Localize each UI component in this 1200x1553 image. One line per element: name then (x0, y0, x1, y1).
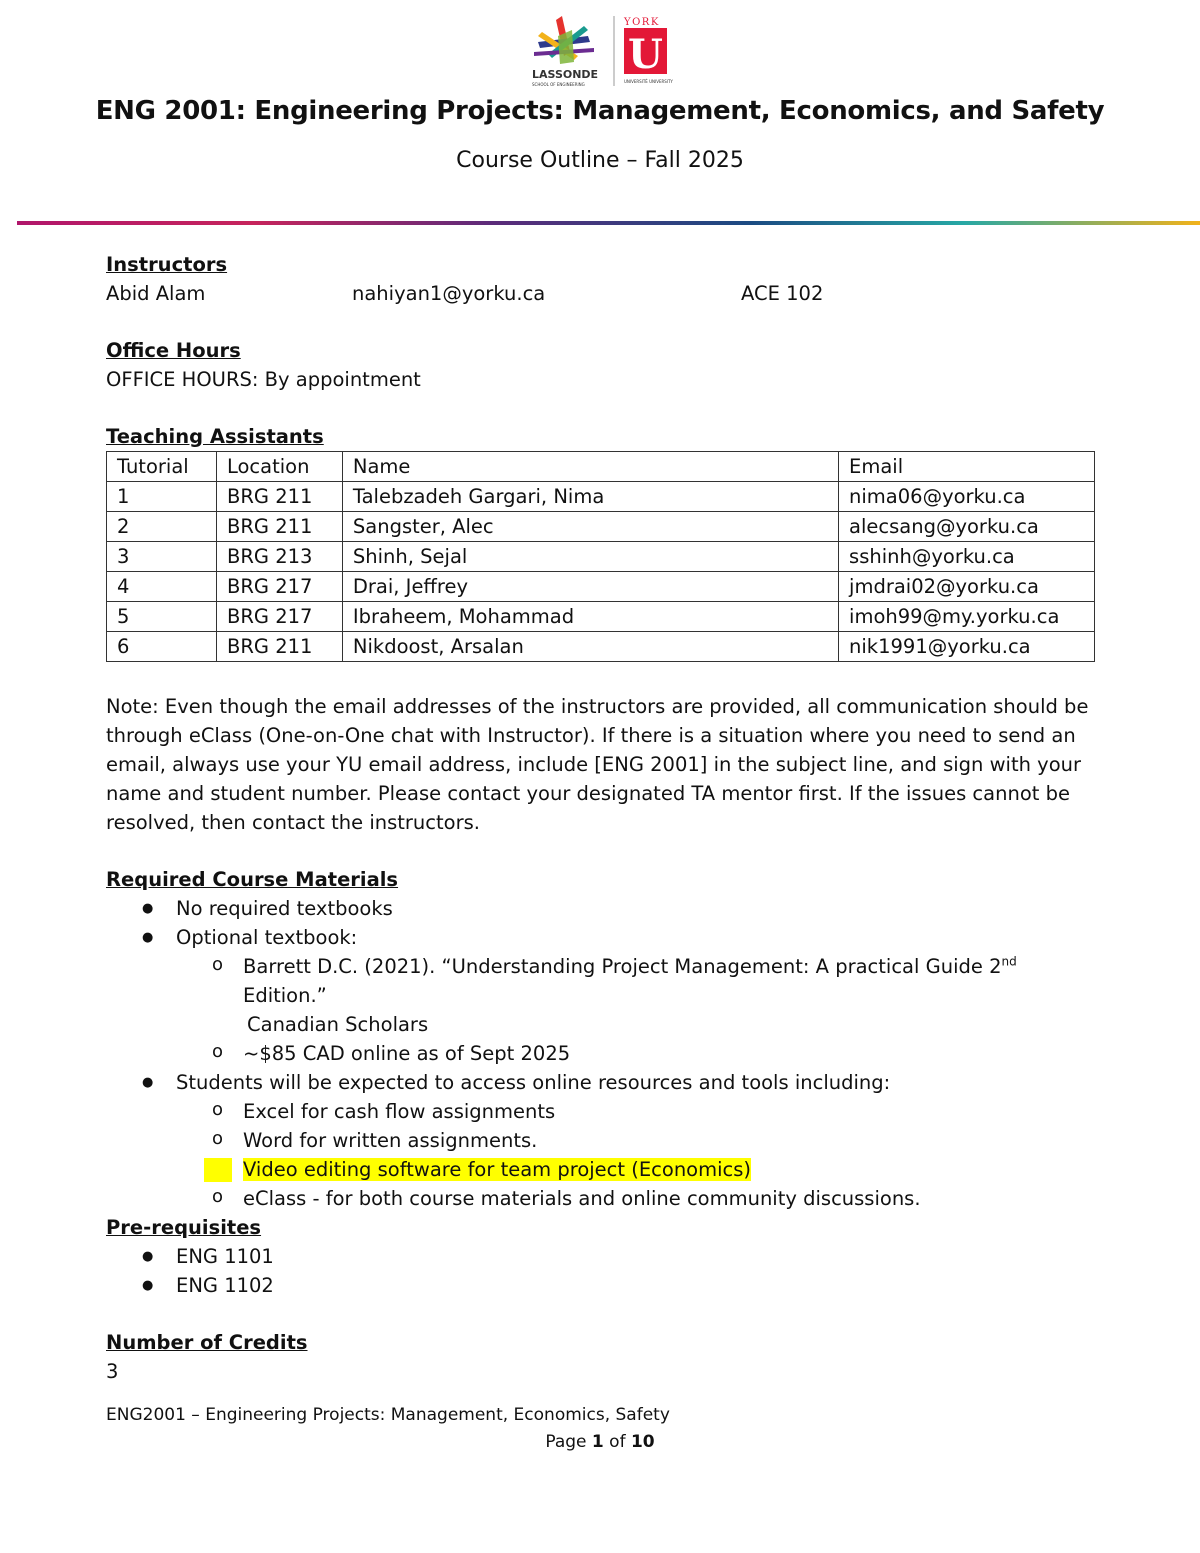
header-divider (17, 221, 1200, 225)
list-item: o ~$85 CAD online as of Sept 2025 (106, 1039, 1096, 1068)
prereq-heading: Pre-requisites (106, 1216, 262, 1239)
ta-name: Sangster, Alec (342, 512, 838, 542)
ta-email: sshinh@yorku.ca (839, 542, 1095, 572)
ta-email: nima06@yorku.ca (839, 482, 1095, 512)
york-subline: UNIVERSITÉ UNIVERSITY (624, 79, 673, 84)
ta-col-location: Location (216, 452, 342, 482)
lassonde-subline: SCHOOL OF ENGINEERING (532, 82, 585, 87)
list-item: ● ENG 1101 (106, 1242, 1096, 1271)
ta-table-header-row (107, 452, 1095, 482)
ta-location: BRG 211 (216, 512, 342, 542)
list-item: ● No required textbooks (106, 894, 1096, 923)
york-u-letter: U (628, 31, 663, 78)
ta-col-name: Name (342, 452, 838, 482)
materials-list (106, 894, 1096, 1213)
document-subtitle: Course Outline – Fall 2025 (456, 148, 744, 173)
instructor-office: ACE 102 (741, 282, 824, 305)
communication-note: Note: Even though the email addresses of the instructors are provided, all communication should be through eClass (One-on-One chat with Instructor). If there is a situation where you need to send an email, always use your YU email address, include [ENG 2001] in the subject line, and sign with your name and student number. Please contact your designated TA mentor first. If the issues cannot be resolved, then contact the instructors. (106, 695, 1089, 834)
footer-page-number (0, 1432, 1200, 1452)
ta-email: nik1991@yorku.ca (839, 632, 1095, 662)
list-item: o eClass - for both course materials and online community discussions. (106, 1184, 1096, 1213)
textbook-edition: Edition.” (243, 984, 327, 1007)
ta-location: BRG 217 (216, 572, 342, 602)
ta-location: BRG 211 (216, 482, 342, 512)
instructor-name: Abid Alam (106, 282, 206, 305)
instructor-email: nahiyan1@yorku.ca (352, 282, 546, 305)
ta-tutorial: 5 (107, 602, 217, 632)
ta-tutorial: 4 (107, 572, 217, 602)
ta-email: jmdrai02@yorku.ca (839, 572, 1095, 602)
credits-heading: Number of Credits (106, 1331, 308, 1354)
page-prefix: Page (545, 1432, 592, 1452)
list-item: o Word for written assignments. (106, 1126, 1096, 1155)
table-row (107, 482, 1095, 512)
header-logo (528, 12, 674, 88)
ta-col-tutorial: Tutorial (107, 452, 217, 482)
table-row (107, 632, 1095, 662)
ta-name: Talebzadeh Gargari, Nima (342, 482, 838, 512)
ta-name: Shinh, Sejal (342, 542, 838, 572)
ta-tutorial: 3 (107, 542, 217, 572)
lassonde-mark-icon (534, 16, 594, 64)
list-item (106, 952, 1096, 1010)
credits-value: 3 (106, 1360, 119, 1383)
materials-heading: Required Course Materials (106, 868, 399, 891)
page-of: of (603, 1432, 631, 1452)
lassonde-wordmark: LASSONDE (532, 68, 599, 81)
ta-name: Nikdoost, Arsalan (342, 632, 838, 662)
edition-superscript: nd (1001, 954, 1017, 969)
footer-course-line: ENG2001 – Engineering Projects: Management, Economics, Safety (106, 1405, 670, 1425)
ta-location: BRG 211 (216, 632, 342, 662)
table-row (107, 542, 1095, 572)
textbook-publisher: Canadian Scholars (247, 1013, 429, 1036)
ta-location: BRG 213 (216, 542, 342, 572)
office-hours-heading: Office Hours (106, 339, 241, 362)
list-item: ● Students will be expected to access online resources and tools including: (106, 1068, 1096, 1097)
office-hours-text: OFFICE HOURS: By appointment (106, 368, 421, 391)
york-wordmark: YORK (624, 17, 660, 28)
ta-tutorial: 1 (107, 482, 217, 512)
list-item-highlighted (106, 1155, 1096, 1184)
ta-email: imoh99@my.yorku.ca (839, 602, 1095, 632)
document-body (106, 250, 1096, 1386)
ta-tutorial: 6 (107, 632, 217, 662)
ta-email: alecsang@yorku.ca (839, 512, 1095, 542)
page-total: 10 (630, 1432, 655, 1452)
instructors-heading: Instructors (106, 253, 228, 276)
lassonde-york-logo (528, 12, 674, 88)
ta-table (106, 451, 1095, 662)
ta-name: Ibraheem, Mohammad (342, 602, 838, 632)
list-item: ● Optional textbook: (106, 923, 1096, 952)
ta-col-email: Email (839, 452, 1095, 482)
textbook-citation: Barrett D.C. (2021). “Understanding Project Management: A practical Guide 2 (243, 955, 1002, 978)
highlighted-text: Video editing software for team project (Economics) (243, 1158, 752, 1181)
prereq-list (106, 1242, 1096, 1300)
table-row (107, 512, 1095, 542)
ta-tutorial: 2 (107, 512, 217, 542)
list-item: o Excel for cash flow assignments (106, 1097, 1096, 1126)
page-current: 1 (591, 1432, 604, 1452)
list-item: ● ENG 1102 (106, 1271, 1096, 1300)
table-row (107, 572, 1095, 602)
document-title: ENG 2001: Engineering Projects: Management, Economics, and Safety (95, 96, 1105, 126)
table-row (107, 602, 1095, 632)
ta-name: Drai, Jeffrey (342, 572, 838, 602)
ta-heading: Teaching Assistants (106, 425, 324, 448)
instructor-row (106, 279, 1096, 308)
ta-location: BRG 217 (216, 602, 342, 632)
